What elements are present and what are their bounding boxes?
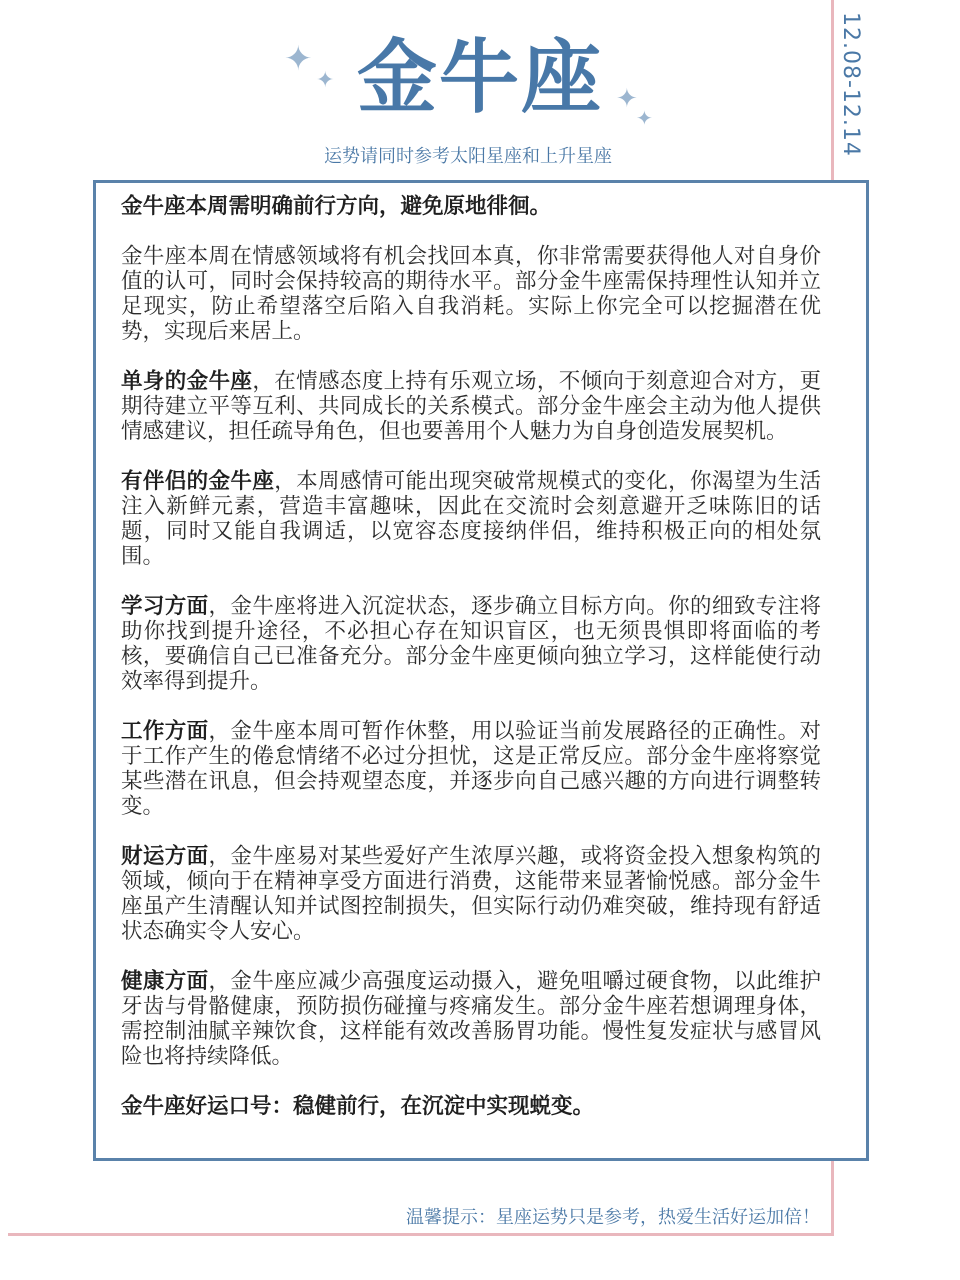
pink-horizontal-rule xyxy=(8,1233,834,1236)
section-text: ，金牛座本周可暂作休整，用以验证当前发展路径的正确性。对于工作产生的倦怠情绪不必过分担忧，这是正常反应。部分金牛座将察觉某些潜在讯息，但会持观望态度，并逐步向自己感兴趣的方向进行调整转变。 xyxy=(121,719,821,819)
section-text: ，金牛座应减少高强度运动摄入，避免咀嚼过硬食物，以此维护牙齿与骨骼健康，预防损伤碰撞与疼痛发生。部分金牛座若想调理身体，需控制油腻辛辣饮食，这样能有效改善肠胃功能。慢性复发症状与感冒风险也将持续降低。 xyxy=(121,969,821,1069)
section-text: ，在情感态度上持有乐观立场，不倾向于刻意迎合对方，更期待建立平等互利、共同成长的关系模式。部分金牛座会主动为他人提供情感建议，担任疏导角色，但也要善用个人魅力为自身创造发展契机。 xyxy=(121,369,821,444)
section-text: ，金牛座易对某些爱好产生浓厚兴趣，或将资金投入想象构筑的领域，倾向于在精神享受方面进行消费，这能带来显著愉悦感。部分金牛座虽产生清醒认知并试图控制损失，但实际行动仍难突破，维持现有舒适状态确实令人安心。 xyxy=(121,844,821,944)
section-label: 有伴侣的金牛座 xyxy=(121,469,275,494)
section-work xyxy=(121,719,821,819)
section-study xyxy=(121,594,821,694)
sparkle-icon: ✦ xyxy=(284,39,313,79)
sparkle-icon: ✦ xyxy=(636,106,653,130)
section-label: 单身的金牛座 xyxy=(121,369,253,394)
section-label: 财运方面 xyxy=(121,844,209,869)
horoscope-content xyxy=(121,194,821,1144)
headline: 金牛座本周需明确前行方向，避免原地徘徊。 xyxy=(121,194,552,219)
section-text: ，金牛座将进入沉淀状态，逐步确立目标方向。你的细致专注将助你找到提升途径，不必担心存在知识盲区，也无须畏惧即将面临的考核，要确信自己已准备充分。部分金牛座更倾向独立学习，这样能使行动效率得到提升。 xyxy=(121,594,821,694)
section-label: 学习方面 xyxy=(121,594,209,619)
section-single xyxy=(121,369,821,444)
section-text: ，本周感情可能出现突破常规模式的变化，你渴望为生活注入新鲜元素，营造丰富趣味，因此在交流时会刻意避开乏味陈旧的话题，同时又能自我调适，以宽容态度接纳伴侣，维持积极正向的相处氛围。 xyxy=(121,469,821,569)
sparkle-icon: ✦ xyxy=(616,84,638,114)
page-subtitle: 运势请同时参考太阳星座和上升星座 xyxy=(324,146,612,167)
date-range: 12.08-12.14 xyxy=(838,12,863,157)
headline-paragraph xyxy=(121,194,821,219)
section-finance xyxy=(121,844,821,944)
intro-paragraph: 金牛座本周在情感领域将有机会找回本真，你非常需要获得他人对自身价值的认可，同时会保持较高的期待水平。部分金牛座需保持理性认知并立足现实，防止希望落空后陷入自我消耗。实际上你完全可以挖掘潜在优势，实现后来居上。 xyxy=(121,244,821,344)
sparkle-icon: ✦ xyxy=(316,68,335,93)
section-partnered xyxy=(121,469,821,569)
page-title: 金牛座 xyxy=(357,31,603,124)
slogan: 金牛座好运口号：稳健前行，在沉淀中实现蜕变。 xyxy=(121,1094,595,1119)
section-label: 工作方面 xyxy=(121,719,209,744)
slogan-paragraph xyxy=(121,1094,821,1119)
footer-tip: 温馨提示：星座运势只是参考，热爱生活好运加倍！ xyxy=(406,1207,820,1228)
section-label: 健康方面 xyxy=(121,969,209,994)
section-health xyxy=(121,969,821,1069)
